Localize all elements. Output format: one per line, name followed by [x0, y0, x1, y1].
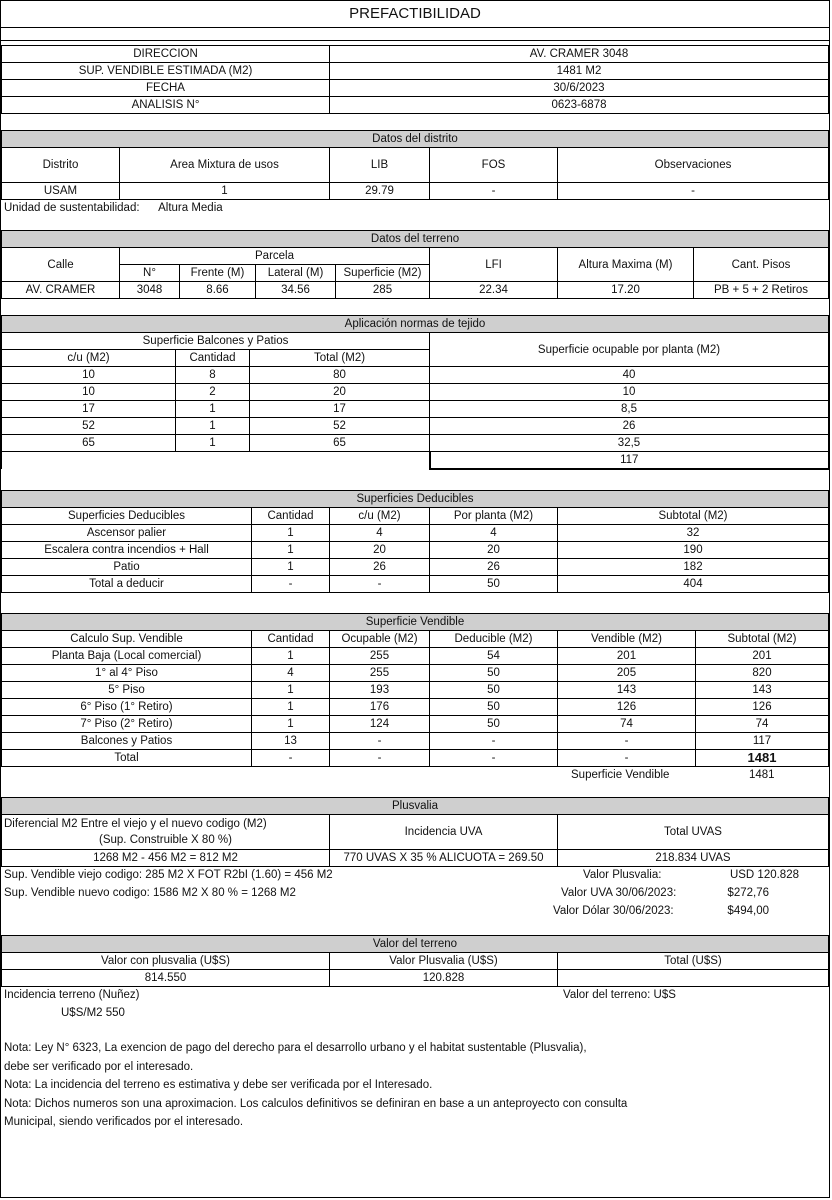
cell: 1	[252, 699, 330, 716]
cell: 20	[250, 384, 430, 401]
table-row	[2, 665, 829, 682]
cell: 126	[558, 699, 696, 716]
column-header: Superficie ocupable por planta (M2)	[430, 333, 829, 367]
cell: 20	[330, 542, 430, 559]
column-header: Parcela	[120, 248, 430, 265]
table-row	[2, 435, 829, 452]
cell: 29.79	[330, 183, 430, 200]
cell: 814.550	[2, 970, 330, 987]
cell: Total	[2, 750, 252, 767]
cell: 143	[558, 682, 696, 699]
column-header: Deducible (M2)	[430, 631, 558, 648]
cell: 770 UVAS X 35 % ALICUOTA = 269.50	[330, 850, 558, 867]
cell: 201	[696, 648, 829, 665]
header-label: SUP. VENDIBLE ESTIMADA (M2)	[2, 63, 330, 80]
cell: USAM	[2, 183, 120, 200]
cell: 50	[430, 665, 558, 682]
cell: Escalera contra incendios + Hall	[2, 542, 252, 559]
column-header: Cantidad	[252, 631, 330, 648]
cell: 255	[330, 665, 430, 682]
table-row	[2, 418, 829, 435]
header-info-table	[1, 45, 829, 114]
table-row	[2, 648, 829, 665]
table-row	[2, 384, 829, 401]
notes-section	[1, 1039, 829, 1132]
cell: 1	[176, 418, 250, 435]
header-value: 1481 M2	[330, 63, 829, 80]
tejido-total: 117	[430, 452, 829, 470]
cell: 52	[250, 418, 430, 435]
spacer	[1, 28, 829, 41]
cell: 1° al 4° Piso	[2, 665, 252, 682]
cell	[558, 970, 829, 987]
section-title: Aplicación normas de tejido	[2, 316, 829, 333]
section-title: Datos del terreno	[2, 231, 829, 248]
cell: 193	[330, 682, 430, 699]
cell: 1	[252, 716, 330, 733]
header-row	[2, 97, 829, 114]
cell: 26	[430, 559, 558, 576]
cell: 190	[558, 542, 829, 559]
note-line: Nota: La incidencia del terreno es estimativa y debe ser verificada por el Interesado.	[4, 1079, 433, 1091]
section-title: Valor del terreno	[2, 936, 829, 953]
cell: 54	[430, 648, 558, 665]
cell: Total a deducir	[2, 576, 252, 593]
vendible-total: 1481	[696, 750, 829, 767]
cell: 65	[250, 435, 430, 452]
plusvalia-value: $494,00	[727, 905, 769, 917]
cell: 120.828	[330, 970, 558, 987]
cell: 34.56	[256, 282, 336, 299]
header-label: ANALISIS N°	[2, 97, 330, 114]
cell: 1268 M2 - 456 M2 = 812 M2	[2, 850, 330, 867]
table-row	[2, 559, 829, 576]
cell: -	[430, 733, 558, 750]
cell: 201	[558, 648, 696, 665]
cell: 1	[252, 542, 330, 559]
plusvalia-details	[1, 867, 829, 935]
column-header: Total UVAS	[558, 815, 829, 850]
cell: 218.834 UVAS	[558, 850, 829, 867]
cell: 10	[2, 384, 176, 401]
page-title: PREFACTIBILIDAD	[1, 1, 829, 28]
column-header: LIB	[330, 148, 430, 183]
column-header: Valor Plusvalia (U$S)	[330, 953, 558, 970]
plusvalia-table	[1, 797, 829, 867]
table-row	[2, 682, 829, 699]
section-title: Superficie Vendible	[2, 614, 829, 631]
column-header: FOS	[430, 148, 558, 183]
cell: 176	[330, 699, 430, 716]
vendible-table	[1, 613, 829, 767]
cell: 20	[430, 542, 558, 559]
spacer	[1, 114, 829, 130]
unidad-sustentabilidad	[1, 200, 829, 230]
cell: 8	[176, 367, 250, 384]
column-header: Frente (M)	[180, 265, 256, 282]
cell: 17	[2, 401, 176, 418]
valor-terreno-label: Valor del terreno: U$S	[563, 989, 676, 1001]
header-label: DIRECCION	[2, 46, 330, 63]
table-row	[2, 367, 829, 384]
cell: 4	[430, 525, 558, 542]
column-header: Total (U$S)	[558, 953, 829, 970]
cell: 17.20	[558, 282, 694, 299]
cell: -	[558, 733, 696, 750]
cell: AV. CRAMER	[2, 282, 120, 299]
column-header: N°	[120, 265, 180, 282]
cell: 50	[430, 716, 558, 733]
unidad-label: Unidad de sustentabilidad:	[4, 202, 140, 214]
table-row	[2, 542, 829, 559]
cell: 10	[2, 367, 176, 384]
summary-value: 1481	[749, 769, 775, 781]
cell: 26	[330, 559, 430, 576]
plusvalia-label: Valor UVA 30/06/2023:	[561, 887, 677, 899]
cell: 50	[430, 682, 558, 699]
cell: 2	[176, 384, 250, 401]
cell: 117	[696, 733, 829, 750]
cell: 65	[2, 435, 176, 452]
column-header: Vendible (M2)	[558, 631, 696, 648]
cell: 32	[558, 525, 829, 542]
plusvalia-value: USD 120.828	[729, 869, 799, 881]
cell: 50	[430, 576, 558, 593]
note-line: Nota: Ley N° 6323, La exencion de pago del derecho para el desarrollo urbano y el habitat sustentable (Plusvalia),	[4, 1042, 587, 1054]
column-header: Valor con plusvalia (U$S)	[2, 953, 330, 970]
column-header: LFI	[430, 248, 558, 282]
cell: -	[330, 576, 430, 593]
column-header: Por planta (M2)	[430, 508, 558, 525]
cell: 6° Piso (1° Retiro)	[2, 699, 252, 716]
terreno-table	[1, 230, 829, 299]
cell: 205	[558, 665, 696, 682]
cell: 1	[176, 401, 250, 418]
cell: 40	[430, 367, 829, 384]
cell: 52	[2, 418, 176, 435]
table-row	[2, 716, 829, 733]
cell: -	[252, 576, 330, 593]
cell: Planta Baja (Local comercial)	[2, 648, 252, 665]
header-row	[2, 80, 829, 97]
cell: 285	[336, 282, 430, 299]
column-header: Ocupable (M2)	[330, 631, 430, 648]
cell: 143	[696, 682, 829, 699]
cell: 1	[252, 525, 330, 542]
column-header: Observaciones	[558, 148, 829, 183]
cell: 74	[558, 716, 696, 733]
header-value: AV. CRAMER 3048	[330, 46, 829, 63]
cell: 126	[696, 699, 829, 716]
valor-terreno-table	[1, 935, 829, 987]
column-header: Lateral (M)	[256, 265, 336, 282]
cell: Ascensor palier	[2, 525, 252, 542]
cell: 1	[252, 648, 330, 665]
cell: -	[430, 183, 558, 200]
cell: 7° Piso (2° Retiro)	[2, 716, 252, 733]
plusvalia-label: Valor Dólar 30/06/2023:	[553, 905, 674, 917]
cell: 8,5	[430, 401, 829, 418]
note-line: debe ser verificado por el interesado.	[4, 1060, 194, 1073]
plusvalia-note: Sup. Vendible nuevo codigo: 1586 M2 X 80 % = 1268 M2	[4, 887, 296, 899]
column-header: Distrito	[2, 148, 120, 183]
incidencia-value: U$S/M2 550	[61, 1007, 125, 1019]
deducibles-table	[1, 490, 829, 593]
section-title: Plusvalia	[2, 798, 829, 815]
cell: 26	[430, 418, 829, 435]
cell: 4	[252, 665, 330, 682]
table-row	[2, 525, 829, 542]
column-header: Subtotal (M2)	[696, 631, 829, 648]
header-row	[2, 63, 829, 80]
header-label: FECHA	[2, 80, 330, 97]
summary-label: Superficie Vendible	[571, 769, 670, 781]
column-header: c/u (M2)	[330, 508, 430, 525]
cell: 820	[696, 665, 829, 682]
note-line: Municipal, siendo verificados por el interesado.	[4, 1116, 244, 1128]
column-header: Altura Maxima (M)	[558, 248, 694, 282]
cell: 8.66	[180, 282, 256, 299]
cell: 13	[252, 733, 330, 750]
cell: Patio	[2, 559, 252, 576]
cell: 404	[558, 576, 829, 593]
spacer	[1, 470, 829, 490]
cell: -	[558, 750, 696, 767]
column-header: Superficies Deducibles	[2, 508, 252, 525]
vendible-summary	[1, 767, 829, 797]
spacer	[1, 299, 829, 315]
spacer	[1, 593, 829, 613]
section-title: Superficies Deducibles	[2, 491, 829, 508]
column-header: c/u (M2)	[2, 350, 176, 367]
column-header: Total (M2)	[250, 350, 430, 367]
cell: 5° Piso	[2, 682, 252, 699]
incidencia-label: Incidencia terreno (Nuñez)	[4, 989, 140, 1001]
plusvalia-header-line1: Diferencial M2 Entre el viejo y el nuevo codigo (M2)	[4, 818, 267, 830]
header-value: 0623-6878	[330, 97, 829, 114]
cell: 255	[330, 648, 430, 665]
column-header: Calle	[2, 248, 120, 282]
cell: 80	[250, 367, 430, 384]
column-header: Area Mixtura de usos	[120, 148, 330, 183]
cell: 74	[696, 716, 829, 733]
table-row	[2, 750, 829, 767]
column-header: Calculo Sup. Vendible	[2, 631, 252, 648]
plusvalia-label: Valor Plusvalia:	[583, 869, 662, 881]
cell: 17	[250, 401, 430, 418]
column-header: Cantidad	[176, 350, 250, 367]
cell: 124	[330, 716, 430, 733]
cell: 182	[558, 559, 829, 576]
header-value: 30/6/2023	[330, 80, 829, 97]
cell: 3048	[120, 282, 180, 299]
table-row	[2, 576, 829, 593]
cell: 32,5	[430, 435, 829, 452]
column-header: Incidencia UVA	[330, 815, 558, 850]
cell: 50	[430, 699, 558, 716]
cell: -	[558, 183, 829, 200]
note-line: Nota: Dichos numeros son una aproximacion. Los calculos definitivos se definiran en base a un anteproyecto con consulta	[4, 1097, 628, 1110]
cell: Balcones y Patios	[2, 733, 252, 750]
distrito-table	[1, 130, 829, 200]
column-header: Superficie Balcones y Patios	[2, 333, 430, 350]
plusvalia-value: $272,76	[727, 887, 769, 899]
header-row	[2, 46, 829, 63]
table-row	[2, 699, 829, 716]
table-row	[2, 733, 829, 750]
table-row	[2, 401, 829, 418]
column-header: Subtotal (M2)	[558, 508, 829, 525]
tejido-table	[1, 315, 829, 470]
cell: -	[330, 733, 430, 750]
cell: 1	[252, 682, 330, 699]
cell: 1	[252, 559, 330, 576]
cell: -	[252, 750, 330, 767]
cell: 22.34	[430, 282, 558, 299]
plusvalia-header-line2: (Sup. Construible X 80 %)	[99, 834, 232, 846]
section-title: Datos del distrito	[2, 131, 829, 148]
column-header: Cantidad	[252, 508, 330, 525]
cell: 1	[176, 435, 250, 452]
column-header	[2, 815, 330, 850]
cell: 4	[330, 525, 430, 542]
column-header: Cant. Pisos	[694, 248, 829, 282]
cell: -	[430, 750, 558, 767]
plusvalia-note: Sup. Vendible viejo codigo: 285 M2 X FOT R2bI (1.60) = 456 M2	[4, 869, 333, 881]
cell: 1	[120, 183, 330, 200]
valor-terreno-details	[1, 987, 829, 1039]
cell: -	[330, 750, 430, 767]
cell: PB + 5 + 2 Retiros	[694, 282, 829, 299]
cell: 10	[430, 384, 829, 401]
unidad-value: Altura Media	[158, 202, 223, 214]
column-header: Superficie (M2)	[336, 265, 430, 282]
